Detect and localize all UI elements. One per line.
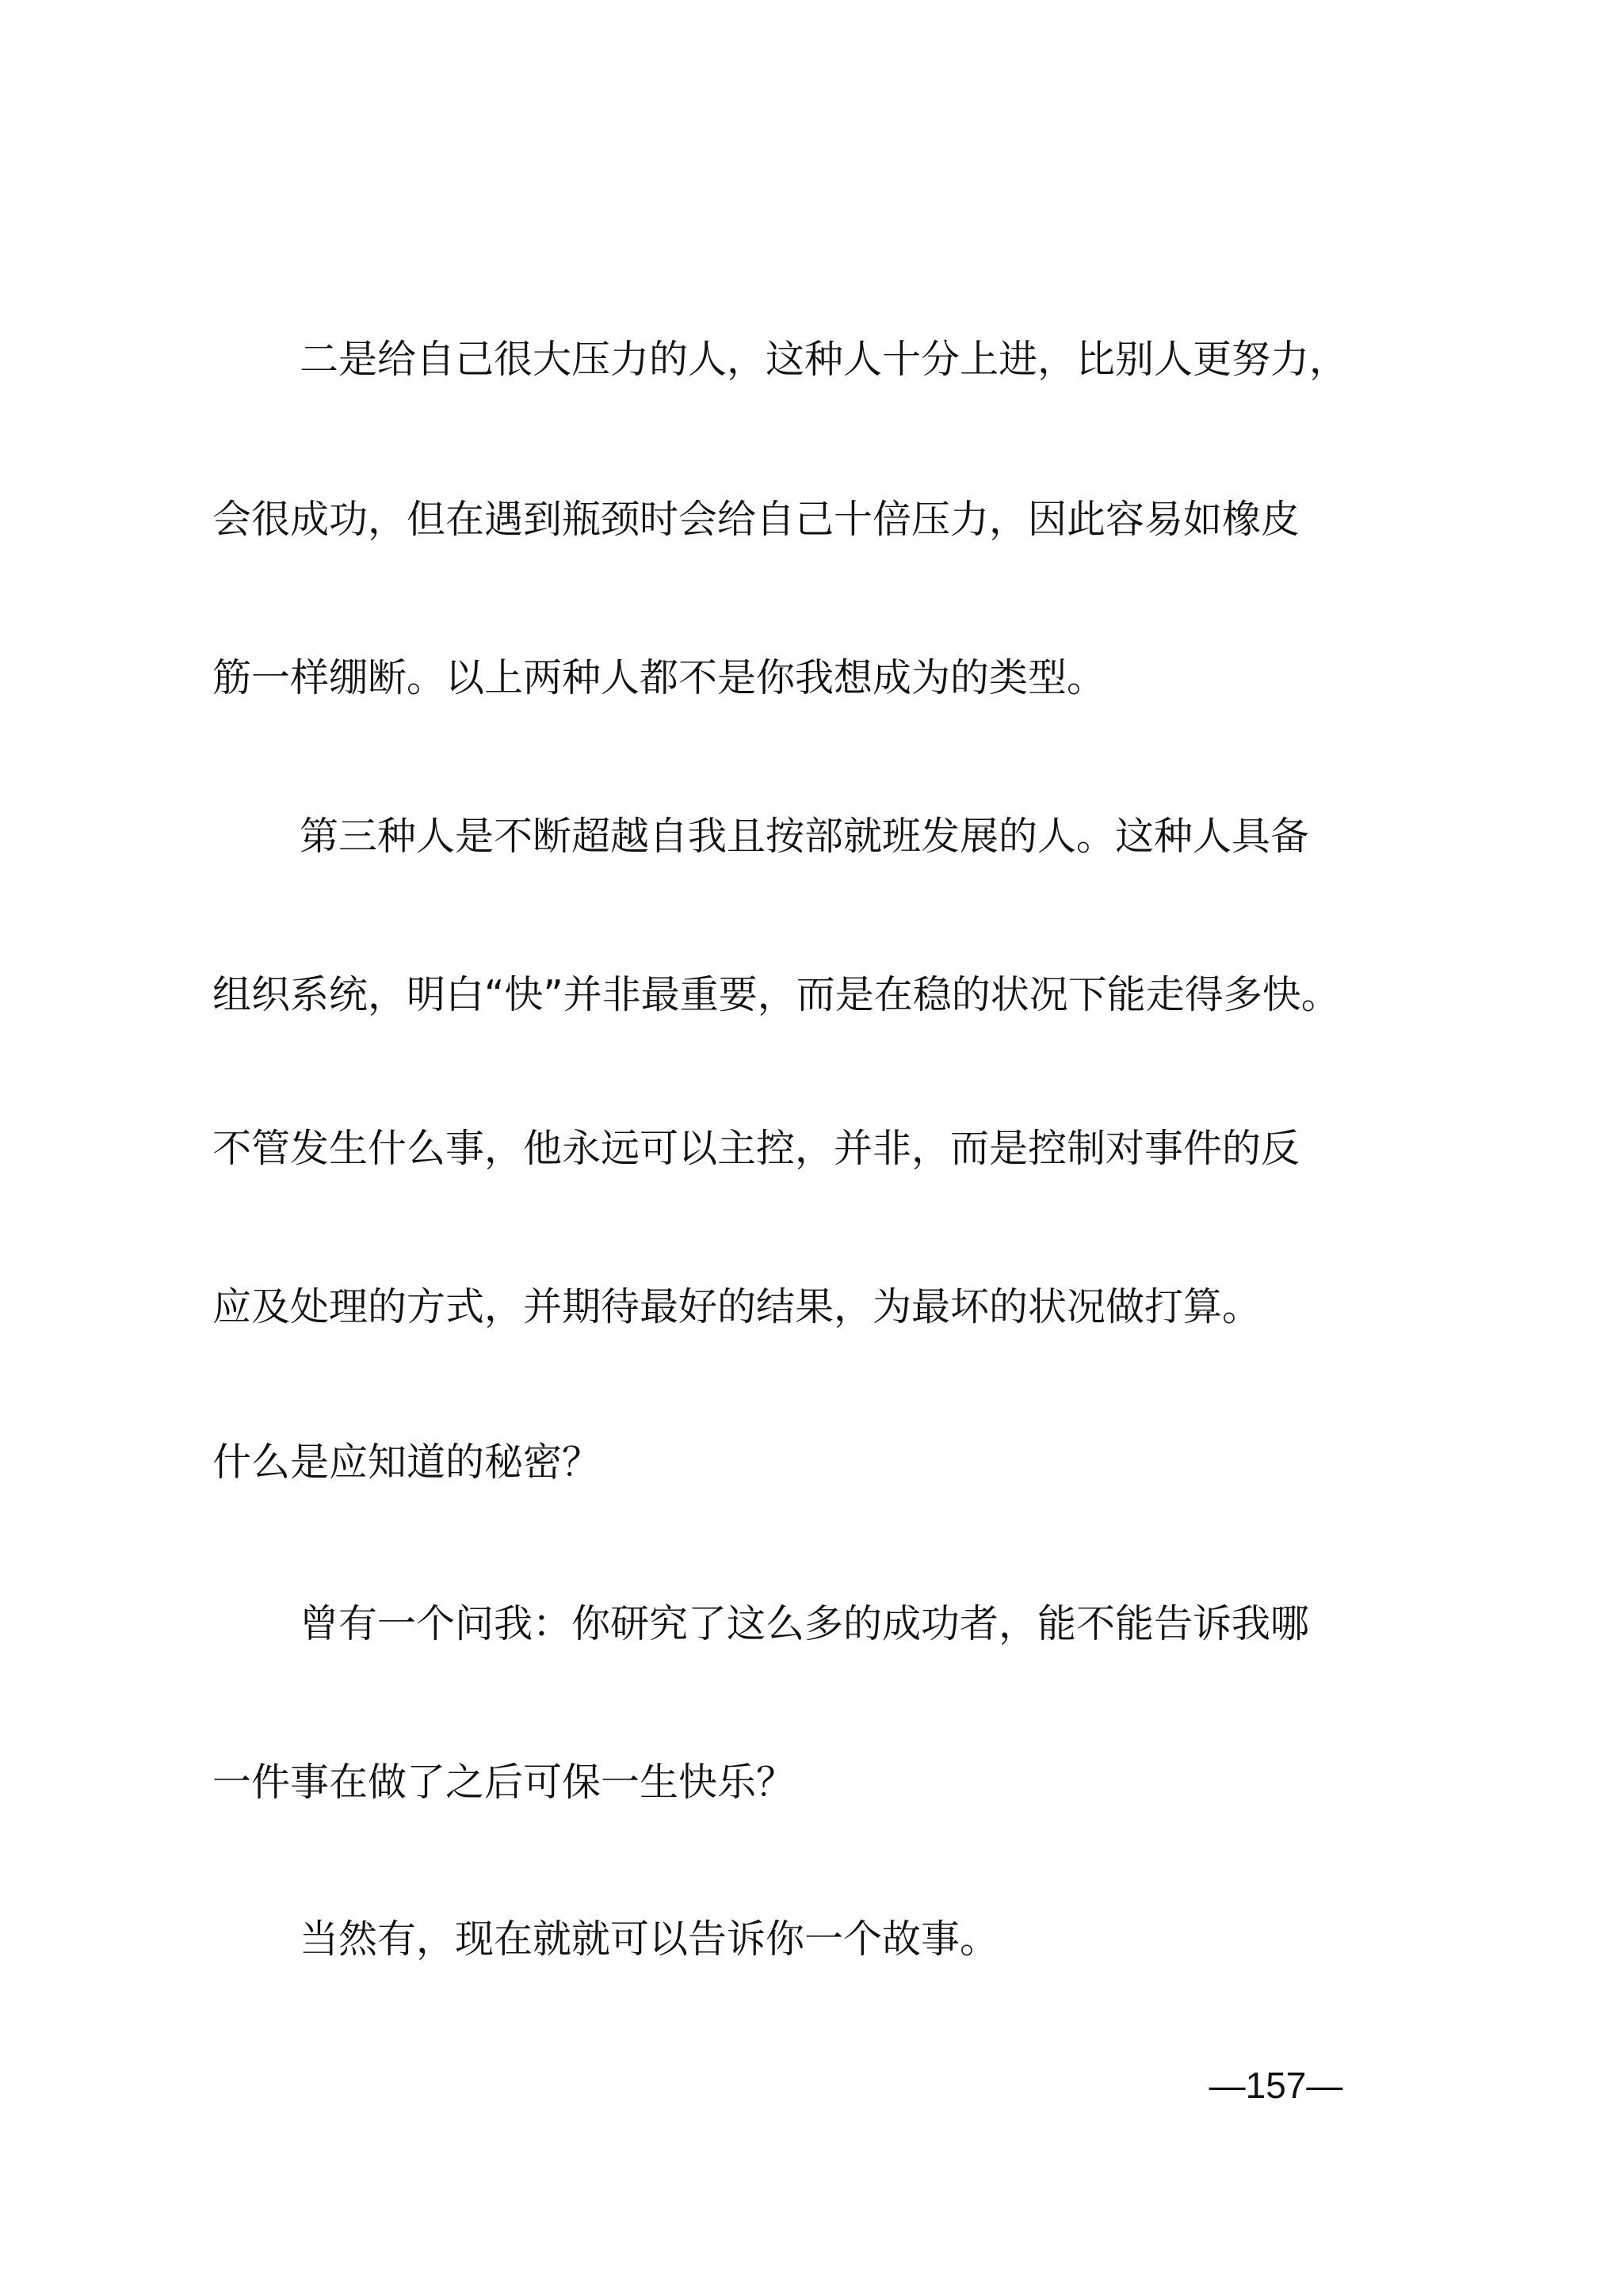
paragraph-line-6: 不管发生什么事，他永远可以主控，并非，而是控制对事件的反: [212, 1126, 1300, 1171]
paragraph-line-10: 一件事在做了之后可保一生快乐？: [212, 1760, 796, 1805]
page-number: —157—: [1209, 2065, 1343, 2106]
paragraph-line-11: 当然有，现在就就可以告诉你一个故事。: [300, 1917, 999, 1962]
paragraph-line-3: 筋一样绷断。以上两种人都不是你我想成为的类型。: [212, 655, 1106, 700]
paragraph-line-5: 组织系统，明白“快”并非最重要，而是在稳的状况下能走得多快。: [212, 972, 1340, 1017]
paragraph-line-4: 第三种人是不断超越自我且按部就班发展的人。这种人具备: [300, 814, 1310, 859]
paragraph-line-7: 应及处理的方式，并期待最好的结果，为最坏的状况做打算。: [212, 1284, 1262, 1329]
paragraph-line-2: 会很成功，但在遇到瓶颈时会给自己十倍压力，因此容易如橡皮: [212, 497, 1300, 542]
paragraph-line-9: 曾有一个问我：你研究了这么多的成功者，能不能告诉我哪: [300, 1601, 1310, 1646]
section-heading: 什么是应知道的秘密？: [212, 1440, 601, 1485]
paragraph-line-1: 二是给自己很大压力的人，这种人十分上进，比别人更努力，: [300, 337, 1349, 382]
